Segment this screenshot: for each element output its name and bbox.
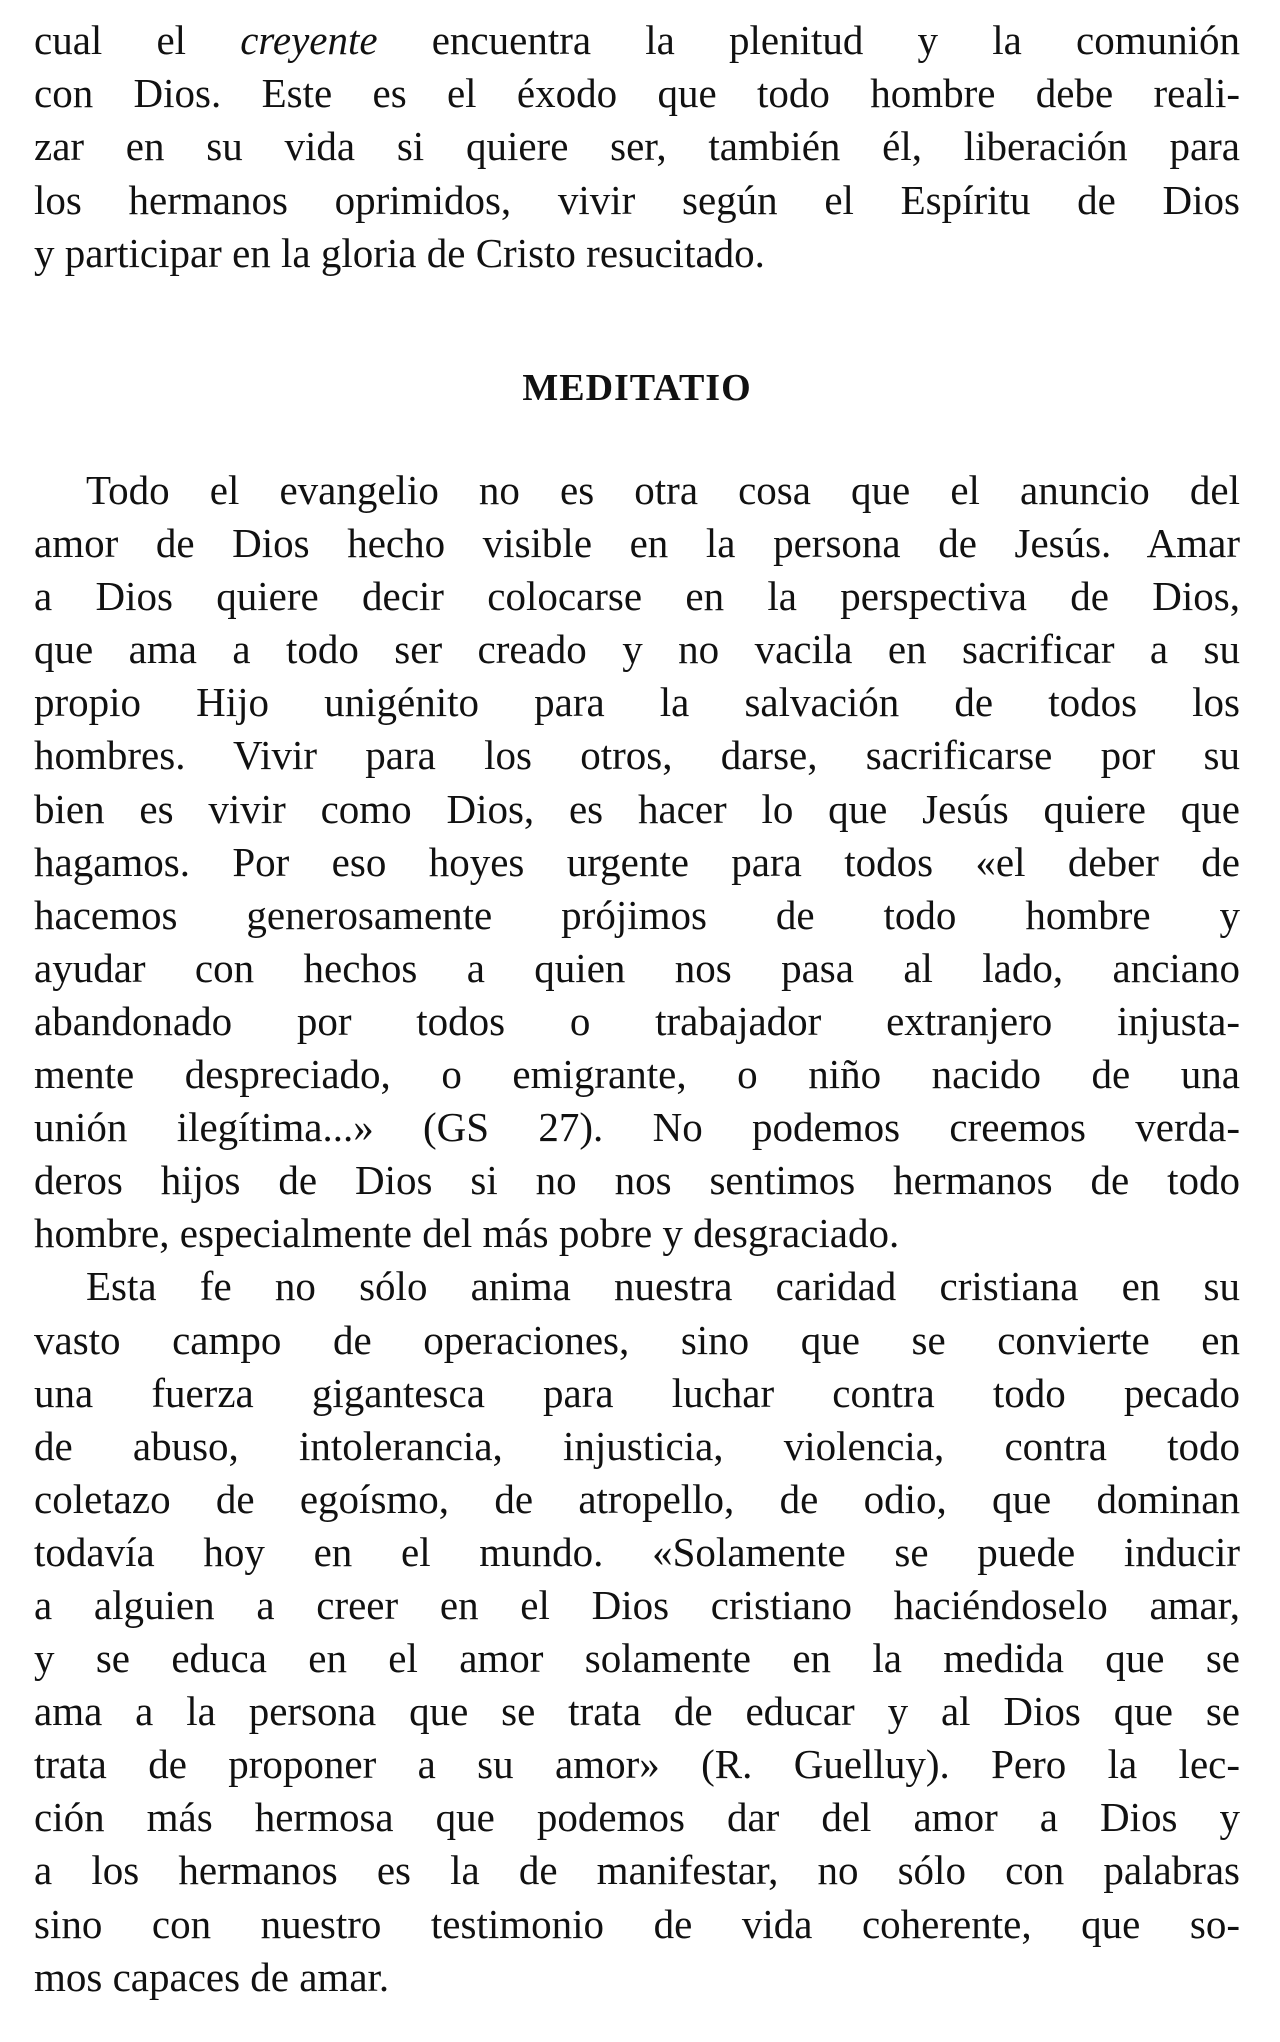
text-line: hombres. Vivir para los otros, darse, sacrificarse por su xyxy=(34,732,1240,779)
text-line: ción más hermosa que podemos dar del amor a Dios y xyxy=(34,1794,1240,1841)
text-line: abandonado por todos o trabajador extranjero injusta- xyxy=(34,997,1240,1044)
text-line: y participar en la gloria de Cristo resucitado. xyxy=(34,229,765,276)
paragraph-2 xyxy=(34,1260,1240,2003)
text-line: unión ilegítima...» (GS 27). No podemos creemos verda- xyxy=(34,1104,1240,1151)
text-line: hacemos generosamente prójimos de todo hombre y xyxy=(34,891,1240,938)
text-line: Todo el evangelio no es otra cosa que el anuncio del xyxy=(86,467,1240,513)
text-line: bien es vivir como Dios, es hacer lo que Jesús quiere que xyxy=(34,785,1240,832)
text-line: una fuerza gigantesca para luchar contra todo pecado xyxy=(34,1369,1240,1416)
meditatio-body xyxy=(34,464,1240,2004)
intro-paragraph xyxy=(34,14,1240,280)
text-line: a alguien a creer en el Dios cristiano haciéndoselo amar, xyxy=(34,1581,1240,1628)
text-line: y se educa en el amor solamente en la medida que se xyxy=(34,1635,1240,1682)
text-line: con Dios. Este es el éxodo que todo hombre debe reali- xyxy=(34,70,1240,117)
text-line xyxy=(34,14,1240,67)
text-line: a los hermanos es la de manifestar, no sólo con palabras xyxy=(34,1847,1240,1894)
text-line: ayudar con hechos a quien nos pasa al lado, anciano xyxy=(34,944,1240,991)
text-line: propio Hijo unigénito para la salvación de todos los xyxy=(34,679,1240,726)
text-line: hombre, especialmente del más pobre y desgraciado. xyxy=(34,1210,900,1257)
text-line: a Dios quiere decir colocarse en la perspectiva de Dios, xyxy=(34,573,1240,620)
text-line: deros hijos de Dios si no nos sentimos hermanos de todo xyxy=(34,1157,1240,1204)
text-line: amor de Dios hecho visible en la persona de Jesús. Amar xyxy=(34,520,1240,567)
text-line: zar en su vida si quiere ser, también él, liberación para xyxy=(34,123,1240,170)
text-line: todavía hoy en el mundo. «Solamente se puede inducir xyxy=(34,1528,1240,1575)
text-line: Esta fe no sólo anima nuestra caridad cristiana en su xyxy=(86,1263,1240,1310)
text-line: de abuso, intolerancia, injusticia, violencia, contra todo xyxy=(34,1422,1240,1469)
text-fragment: cual el xyxy=(34,17,241,63)
paragraph-1 xyxy=(34,464,1240,1260)
text-line: sino con nuestro testimonio de vida coherente, que so- xyxy=(34,1900,1240,1947)
text-line: coletazo de egoísmo, de atropello, de odio, que dominan xyxy=(34,1475,1240,1522)
text-line: que ama a todo ser creado y no vacila en sacrificar a su xyxy=(34,626,1240,673)
text-line: hagamos. Por eso hoyes urgente para todos «el deber de xyxy=(34,838,1240,885)
text-line: mos capaces de amar. xyxy=(34,1953,390,2000)
text-line: mente despreciado, o emigrante, o niño nacido de una xyxy=(34,1051,1240,1098)
text-line: vasto campo de operaciones, sino que se convierte en xyxy=(34,1316,1240,1363)
text-line: trata de proponer a su amor» (R. Guelluy). Pero la lec- xyxy=(34,1741,1240,1788)
section-heading: MEDITATIO xyxy=(522,367,752,409)
text-line: los hermanos oprimidos, vivir según el Espíritu de Dios xyxy=(34,176,1240,223)
text-line: ama a la persona que se trata de educar y al Dios que se xyxy=(34,1688,1240,1735)
italic-word: creyente xyxy=(240,17,378,63)
text-fragment: encuentra la plenitud y la comunión xyxy=(377,17,1240,63)
